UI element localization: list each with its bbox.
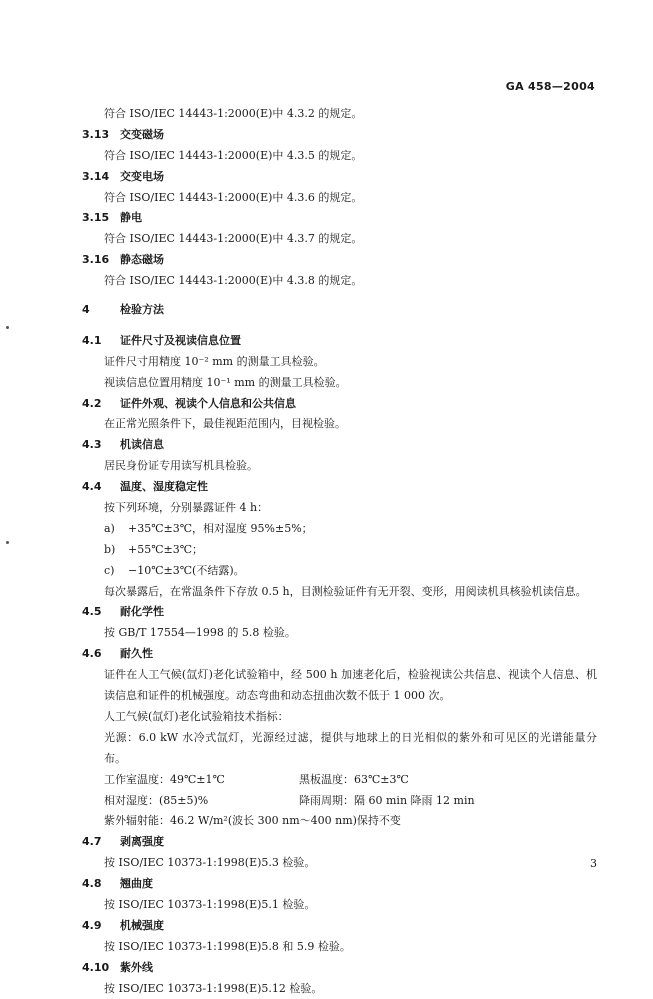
clause-number: 4.7 bbox=[82, 835, 102, 849]
clause-title: 检验方法 bbox=[120, 303, 164, 317]
paragraph: 符合 ISO/IEC 14443-1:2000(E)中 4.3.2 的规定。 bbox=[104, 107, 363, 120]
clause-number: 3.16 bbox=[82, 253, 110, 267]
clause-number: 4.9 bbox=[82, 918, 102, 932]
list-text: −10℃±3℃(不结露)。 bbox=[128, 563, 245, 577]
list-label: b) bbox=[104, 542, 116, 556]
clause-number: 3.15 bbox=[82, 211, 110, 225]
document-body bbox=[82, 104, 597, 999]
list-item bbox=[82, 540, 597, 561]
clause-number: 4 bbox=[82, 303, 90, 317]
spec-right: 降雨周期：隔 60 min 降雨 12 min bbox=[299, 793, 475, 807]
standard-number: GA 458—2004 bbox=[505, 80, 595, 93]
list-item bbox=[82, 561, 597, 582]
clause-title: 交变电场 bbox=[120, 169, 164, 183]
clause-number: 3.14 bbox=[82, 169, 110, 183]
clause-title: 耐久性 bbox=[120, 647, 153, 661]
paragraph: 符合 ISO/IEC 14443-1:2000(E)中 4.3.8 的规定。 bbox=[104, 274, 363, 288]
page-number: 3 bbox=[590, 857, 597, 870]
spec-row bbox=[82, 770, 597, 791]
paragraph: 符合 ISO/IEC 14443-1:2000(E)中 4.3.7 的规定。 bbox=[104, 232, 363, 246]
clause-number: 4.3 bbox=[82, 438, 102, 452]
clause-title: 机械强度 bbox=[120, 918, 164, 932]
clause-number: 4.5 bbox=[82, 605, 102, 619]
clause-number: 4.6 bbox=[82, 647, 102, 661]
paragraph: 符合 ISO/IEC 14443-1:2000(E)中 4.3.6 的规定。 bbox=[104, 190, 363, 204]
clause-title: 剥离强度 bbox=[120, 835, 164, 849]
scan-speck bbox=[6, 326, 9, 329]
clause-title: 交变磁场 bbox=[120, 127, 164, 141]
clause-heading bbox=[82, 916, 597, 937]
clause-title: 紫外线 bbox=[120, 960, 153, 974]
clause-heading bbox=[82, 958, 597, 979]
list-text: +35℃±3℃，相对湿度 95%±5%； bbox=[128, 521, 313, 535]
paragraph: 视读信息位置用精度 10⁻¹ mm 的测量工具检验。 bbox=[104, 375, 347, 389]
clause-heading bbox=[82, 477, 597, 498]
clause-heading bbox=[82, 125, 597, 146]
clause-title: 耐化学性 bbox=[120, 605, 164, 619]
clause-number: 4.2 bbox=[82, 396, 102, 410]
paragraph: 按 ISO/IEC 10373-1:1998(E)5.3 检验。 bbox=[104, 856, 316, 870]
clause-title: 证件尺寸及视读信息位置 bbox=[120, 333, 241, 347]
paragraph: 证件尺寸用精度 10⁻² mm 的测量工具检验。 bbox=[104, 354, 325, 368]
clause-title: 静态磁场 bbox=[120, 253, 164, 267]
clause-number: 4.10 bbox=[82, 960, 110, 974]
paragraph: 符合 ISO/IEC 14443-1:2000(E)中 4.3.5 的规定。 bbox=[104, 148, 363, 162]
list-label: c) bbox=[104, 563, 115, 577]
spec-right: 黑板温度：63℃±3℃ bbox=[299, 772, 409, 786]
clause-title: 证件外观、视读个人信息和公共信息 bbox=[120, 396, 296, 410]
clause-heading bbox=[82, 208, 597, 229]
list-item bbox=[82, 519, 597, 540]
paragraph: 在正常光照条件下，最佳视距范围内，目视检验。 bbox=[104, 417, 346, 431]
clause-number: 4.1 bbox=[82, 333, 102, 347]
clause-heading bbox=[82, 167, 597, 188]
clause-title: 温度、湿度稳定性 bbox=[120, 480, 208, 494]
paragraph: 光源：6.0 kW 水冷式氙灯，光源经过滤，提供与地球上的日光相似的紫外和可见区的光谱能量分布。 bbox=[104, 730, 597, 765]
paragraph: 按 GB/T 17554—1998 的 5.8 检验。 bbox=[104, 626, 296, 640]
scan-speck bbox=[6, 541, 9, 544]
paragraph: 按下列环境，分别暴露证件 4 h： bbox=[104, 501, 269, 515]
clause-title: 翘曲度 bbox=[120, 877, 153, 891]
clause-heading bbox=[82, 250, 597, 271]
clause-heading bbox=[82, 832, 597, 853]
paragraph: 按 ISO/IEC 10373-1:1998(E)5.8 和 5.9 检验。 bbox=[104, 939, 351, 953]
paragraph: 证件在人工气候(氙灯)老化试验箱中，经 500 h 加速老化后，检验视读公共信息、视读个人信息、机读信息和证件的机械强度。动态弯曲和动态扭曲次数不低于 1 000 次。 bbox=[104, 668, 597, 703]
clause-heading bbox=[82, 331, 597, 352]
clause-number: 4.8 bbox=[82, 877, 102, 891]
spec-left: 工作室温度：49℃±1℃ bbox=[104, 772, 225, 786]
list-label: a) bbox=[104, 521, 115, 535]
clause-heading bbox=[82, 602, 597, 623]
clause-heading bbox=[82, 394, 597, 415]
spec-left: 相对湿度：(85±5)% bbox=[104, 793, 209, 807]
clause-number: 3.13 bbox=[82, 127, 110, 141]
paragraph: 居民身份证专用读写机具检验。 bbox=[104, 459, 258, 473]
section-heading bbox=[82, 300, 597, 321]
clause-heading bbox=[82, 435, 597, 456]
list-text: +55℃±3℃； bbox=[128, 542, 204, 556]
paragraph: 人工气候(氙灯)老化试验箱技术指标： bbox=[104, 709, 289, 723]
paragraph: 按 ISO/IEC 10373-1:1998(E)5.1 检验。 bbox=[104, 898, 316, 912]
spec-row bbox=[82, 791, 597, 812]
paragraph: 每次暴露后，在常温条件下存放 0.5 h，目测检验证件有无开裂、变形，用阅读机具核验机读信息。 bbox=[104, 584, 587, 598]
clause-heading bbox=[82, 874, 597, 895]
clause-number: 4.4 bbox=[82, 480, 102, 494]
clause-title: 静电 bbox=[120, 211, 142, 225]
clause-title: 机读信息 bbox=[120, 438, 164, 452]
paragraph: 紫外辐射能：46.2 W/m²(波长 300 nm～400 nm)保持不变 bbox=[104, 814, 401, 828]
clause-heading bbox=[82, 644, 597, 665]
paragraph: 按 ISO/IEC 10373-1:1998(E)5.12 检验。 bbox=[104, 981, 323, 995]
